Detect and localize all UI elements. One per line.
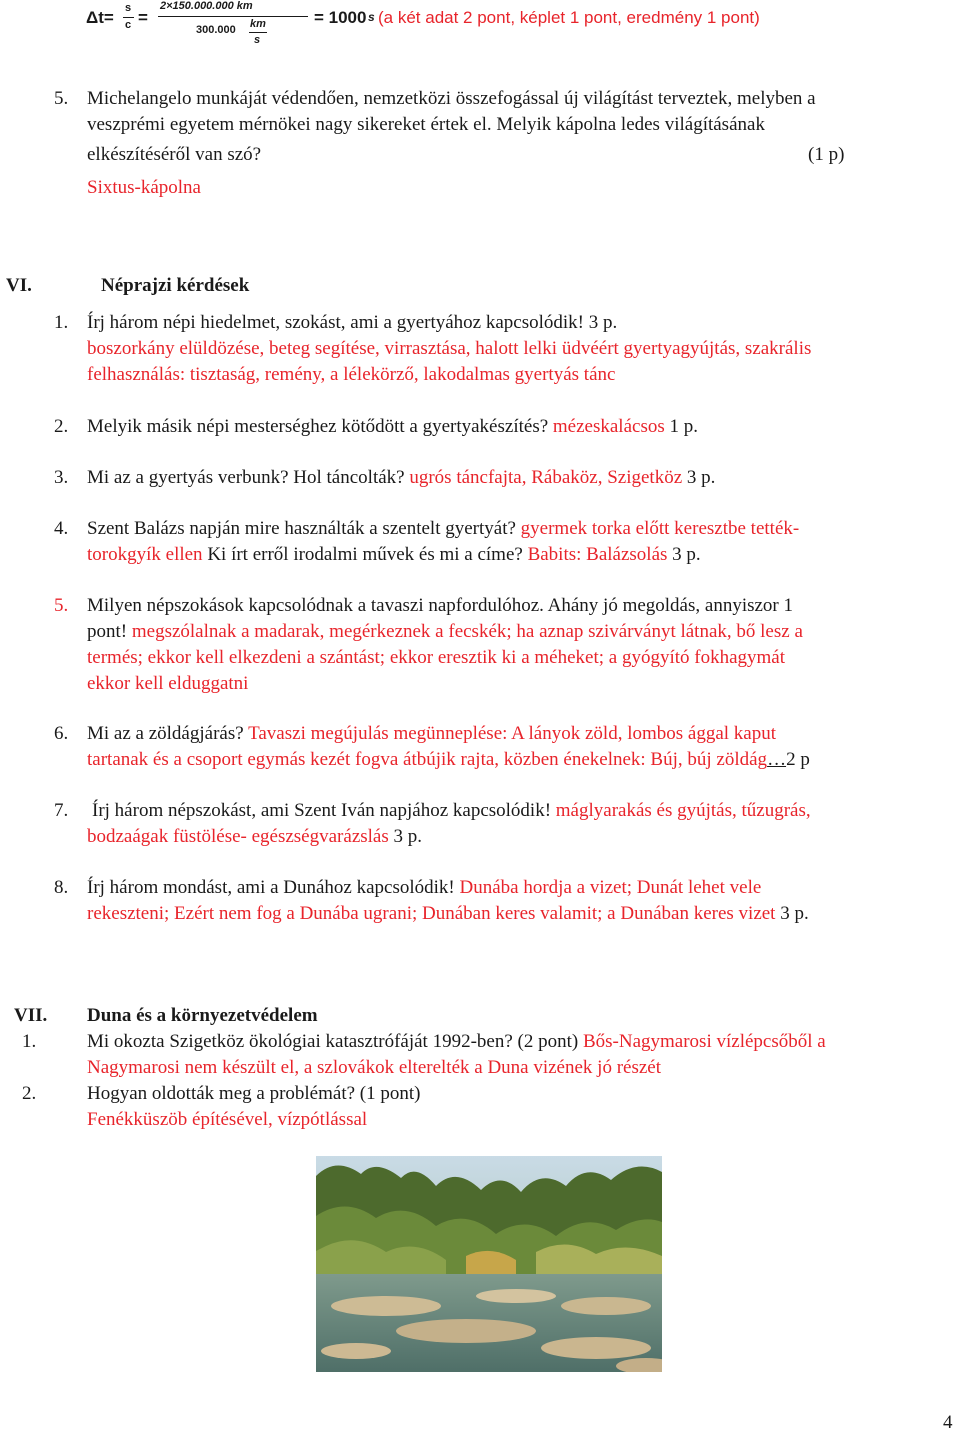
formula-lhs: Δt=	[86, 8, 114, 27]
s6-q6-answer-line1: Tavaszi megújulás megünneplése: A lányok zöld, lombos ággal kaput	[248, 723, 777, 744]
s6-q3-number: 3.	[54, 467, 69, 488]
s6-q5-answer-line3: ekkor kell elduggatni	[87, 673, 249, 694]
s6-q8-row2	[87, 901, 809, 927]
szigetkoz-riverbed-photo	[316, 1156, 662, 1372]
s6-q1-question: Írj három népi hiedelmet, szokást, ami a gyertyához kapcsolódik! 3 p.	[87, 312, 618, 333]
section6-title: Néprajzi kérdések	[101, 275, 250, 296]
s6-q7-answer-line2: bodzaágak füstölése- egészségvarázslás	[87, 826, 389, 847]
s7-q1-answer-line2: Nagymarosi nem készült el, a szlovákok elterelték a Duna vizének jó részét	[87, 1057, 661, 1078]
formula-unit-s: s	[254, 34, 261, 46]
s6-q6-answer-line2: tartanak és a csoport egymás kezét fogva átbújik rajta, közben énekelnek: Búj, búj zöldág	[87, 749, 768, 770]
s6-q5-answer-line2: termés; ekkor kell elkezdeni a szántást; ekkor eresztik ki a méheket; a gyógyító fokhagymát	[87, 647, 785, 668]
s6-q7-answer-line1: máglyarakás és gyújtás, tűzugrás,	[555, 800, 811, 821]
formula-eq: =	[138, 8, 148, 27]
s6-q4-answer: gyermek torka előtt keresztbe tették-	[520, 518, 800, 539]
s7-q2-question: Hogyan oldották meg a problémát? (1 pont)	[87, 1083, 421, 1104]
travel-time-formula	[86, 0, 376, 48]
q5-answer: Sixtus-kápolna	[87, 177, 201, 198]
s6-q4-row1	[87, 516, 799, 542]
s6-q4-question2: Ki írt erről irodalmi művek és mi a címe?	[207, 544, 523, 565]
q5-line1: Michelangelo munkáját védendően, nemzetközi összefogással új világítást terveztek, melyben a	[87, 88, 816, 109]
formula-s: s	[125, 2, 132, 14]
s6-q8-row1	[87, 875, 761, 901]
s6-q2-number: 2.	[54, 416, 69, 437]
s6-q6-question: Mi az a zöldágjárás?	[87, 723, 244, 744]
s6-q2-row	[87, 414, 698, 440]
s6-q2-points: 1 p.	[669, 416, 698, 437]
section6-roman: VI.	[6, 275, 32, 296]
q5-points: (1 p)	[808, 144, 845, 165]
s7-q1-number: 1.	[22, 1031, 37, 1052]
s6-q4-points: 3 p.	[672, 544, 701, 565]
formula-numerator: 2×150.000.000 km	[160, 0, 253, 12]
s6-q5-answer-line1: megszólalnak a madarak, megérkeznek a fecskék; ha aznap szivárványt látnak, bő lesz a	[131, 621, 803, 642]
s6-q6-number: 6.	[54, 723, 69, 744]
s7-q1-row1	[87, 1029, 826, 1055]
fraction-bar-main	[158, 16, 308, 17]
formula-result-unit: s	[368, 10, 375, 24]
landscape-illustration	[316, 1156, 662, 1372]
fraction-bar	[123, 17, 134, 18]
s6-q7-points: 3 p.	[393, 826, 422, 847]
s6-q8-answer-line1: Dunába hordja a vizet; Dunát lehet vele	[459, 877, 762, 898]
s6-q6-row2	[87, 747, 810, 773]
formula-denominator: 300.000	[196, 24, 236, 36]
s6-q4-answer-cont: torokgyík ellen	[87, 544, 203, 565]
page-number: 4	[943, 1412, 953, 1433]
s6-q5-question2: pont!	[87, 621, 128, 642]
s6-q1-number: 1.	[54, 312, 69, 333]
s6-q8-question: Írj három mondást, ami a Dunához kapcsolódik!	[87, 877, 455, 898]
s7-q2-answer: Fenékküszöb építésével, vízpótlással	[87, 1109, 368, 1130]
section7-roman: VII.	[14, 1005, 48, 1026]
s6-q7-row1	[92, 798, 811, 824]
q5-number: 5.	[54, 88, 69, 109]
formula-result: = 1000	[314, 8, 367, 27]
s6-q3-points: 3 p.	[686, 467, 716, 488]
formula-unit-km: km	[250, 18, 266, 30]
s6-q3-question: Mi az a gyertyás verbunk? Hol táncolták?	[87, 467, 405, 488]
s6-q6-points: 2 p	[786, 749, 810, 770]
s6-q1-answer-line1: boszorkány elüldözése, beteg segítése, virrasztása, halott lelki üdvéért gyertyagyújtás, szakrális	[87, 338, 812, 359]
s7-q1-answer-line1: Bős-Nagymarosi vízlépcsőből a	[582, 1031, 826, 1052]
s6-q7-row2	[87, 824, 422, 850]
s6-q3-row	[87, 465, 715, 491]
s6-q4-question: Szent Balázs napján mire használták a szentelt gyertyát?	[87, 518, 516, 539]
s6-q5-question: Milyen népszokások kapcsolódnak a tavaszi napfordulóhoz. Ahány jó megoldás, annyiszor 1	[87, 595, 793, 616]
q5-line2: veszprémi egyetem mérnökei nagy sikereket értek el. Melyik kápolna ledes világításának	[87, 114, 765, 135]
s6-q4-number: 4.	[54, 518, 69, 539]
s6-q1-answer-line2: felhasználás: tisztaság, remény, a lélekörző, lakodalmas gyertyás tánc	[87, 364, 616, 385]
s6-q8-points: 3 p.	[780, 903, 809, 924]
s6-q5-row2	[87, 619, 803, 645]
s6-q6-ellipsis: …	[767, 749, 787, 770]
s6-q6-row1	[87, 721, 776, 747]
s6-q5-number: 5.	[54, 595, 69, 616]
s6-q3-answer: ugrós táncfajta, Rábaköz, Szigetköz	[409, 467, 683, 488]
s6-q8-number: 8.	[54, 877, 69, 898]
s6-q2-answer: mézeskalácsos	[552, 416, 665, 437]
s6-q7-number: 7.	[54, 800, 69, 821]
s6-q8-answer-line2: rekeszteni; Ezért nem fog a Dunába ugrani; Dunában keres valamit; a Dunában keres vizet	[87, 903, 776, 924]
s7-q1-question: Mi okozta Szigetköz ökológiai katasztrófáját 1992-ben? (2 pont)	[87, 1031, 579, 1052]
s7-q2-number: 2.	[22, 1083, 37, 1104]
formula-c: c	[125, 19, 132, 31]
s6-q2-question: Melyik másik népi mesterséghez kötődött a gyertyakészítés?	[87, 416, 549, 437]
s6-q4-row2	[87, 542, 701, 568]
section7-title: Duna és a környezetvédelem	[87, 1005, 318, 1026]
s6-q4-answer2: Babits: Balázsolás	[527, 544, 668, 565]
q5-line3: elkészítéséről van szó?	[87, 144, 262, 165]
scoring-note: (a két adat 2 pont, képlet 1 pont, eredmény 1 pont)	[378, 8, 760, 27]
unit-bar	[249, 32, 267, 33]
s6-q7-question: Írj három népszokást, ami Szent Iván napjához kapcsolódik!	[92, 800, 552, 821]
